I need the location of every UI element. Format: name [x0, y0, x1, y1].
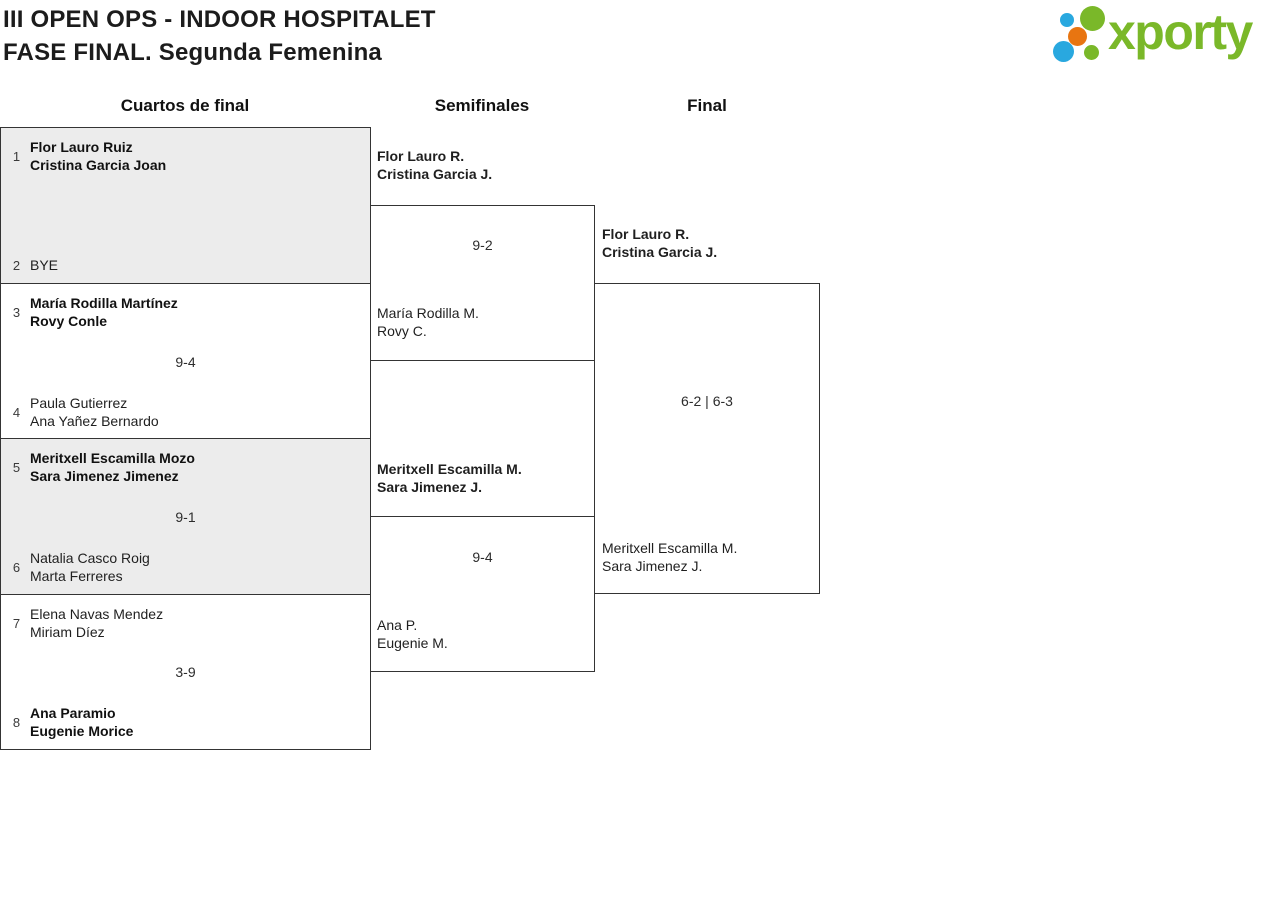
- seed-number: 7: [12, 615, 21, 631]
- team-entry: [10, 605, 362, 641]
- round-header-semifinales: Semifinales: [434, 96, 530, 115]
- round-header-cuartos: Cuartos de final: [120, 96, 250, 115]
- logo-dot-green-small-icon: [1084, 45, 1099, 60]
- team-names[interactable]: Natalia Casco Roig Marta Ferreres: [30, 550, 150, 584]
- xporty-logo-text: xporty: [1108, 4, 1252, 60]
- seed-number: 3: [12, 304, 21, 320]
- match-score: 9-1: [175, 508, 196, 525]
- team-entry: [10, 704, 362, 740]
- sf2-team2-names[interactable]: Ana P. Eugenie M.: [377, 617, 448, 651]
- team-names[interactable]: Meritxell Escamilla Mozo Sara Jimenez Jimenez: [30, 450, 195, 484]
- round-header-final: Final: [687, 96, 727, 115]
- match-score: 9-4: [175, 353, 196, 370]
- sf2-team1-names[interactable]: Meritxell Escamilla M. Sara Jimenez J.: [377, 461, 522, 495]
- qf-match-1: [0, 127, 371, 284]
- page-title: III OPEN OPS - INDOOR HOSPITALET: [3, 6, 436, 33]
- logo-dot-green-large-icon: [1080, 6, 1105, 31]
- sf1-team2-names[interactable]: María Rodilla M. Rovy C.: [377, 305, 479, 339]
- seed-number: 5: [12, 459, 21, 475]
- final-score: 6-2 | 6-3: [681, 393, 733, 409]
- seed-number: 1: [12, 148, 21, 164]
- logo-dot-blue-small-icon: [1060, 13, 1074, 27]
- team-names[interactable]: Flor Lauro Ruiz Cristina Garcia Joan: [30, 139, 167, 173]
- final-team1-names[interactable]: Flor Lauro R. Cristina Garcia J.: [602, 226, 718, 260]
- team-names[interactable]: Paula Gutierrez Ana Yañez Bernardo: [30, 395, 159, 429]
- xporty-logo[interactable]: [1040, 0, 1280, 75]
- page-subtitle: FASE FINAL. Segunda Femenina: [3, 39, 382, 66]
- team-names[interactable]: BYE: [30, 257, 59, 273]
- seed-number: 6: [12, 559, 21, 575]
- team-names[interactable]: Elena Navas Mendez Miriam Díez: [30, 606, 164, 640]
- page-title-block: [3, 3, 436, 69]
- team-names[interactable]: Ana Paramio Eugenie Morice: [30, 705, 134, 739]
- team-entry: [10, 449, 362, 485]
- qf-match-3: [0, 438, 371, 595]
- seed-number: 8: [12, 714, 21, 730]
- team-entry: [10, 256, 362, 274]
- qf-match-2: [0, 283, 371, 440]
- team-entry: [10, 138, 362, 174]
- seed-number: 4: [12, 404, 21, 420]
- team-entry: [10, 294, 362, 330]
- final-team2-names[interactable]: Meritxell Escamilla M. Sara Jimenez J.: [602, 540, 738, 574]
- sf1-score: 9-2: [472, 237, 493, 253]
- sf1-team1-names[interactable]: Flor Lauro R. Cristina Garcia J.: [377, 148, 493, 182]
- match-score: 3-9: [175, 664, 196, 680]
- team-names[interactable]: María Rodilla Martínez Rovy Conle: [30, 295, 178, 329]
- qf-match-4: [0, 594, 371, 750]
- logo-dot-blue-large-icon: [1053, 41, 1074, 62]
- team-entry: [10, 549, 362, 585]
- team-entry: [10, 394, 362, 430]
- sf2-score: 9-4: [472, 549, 493, 565]
- seed-number: 2: [12, 257, 21, 273]
